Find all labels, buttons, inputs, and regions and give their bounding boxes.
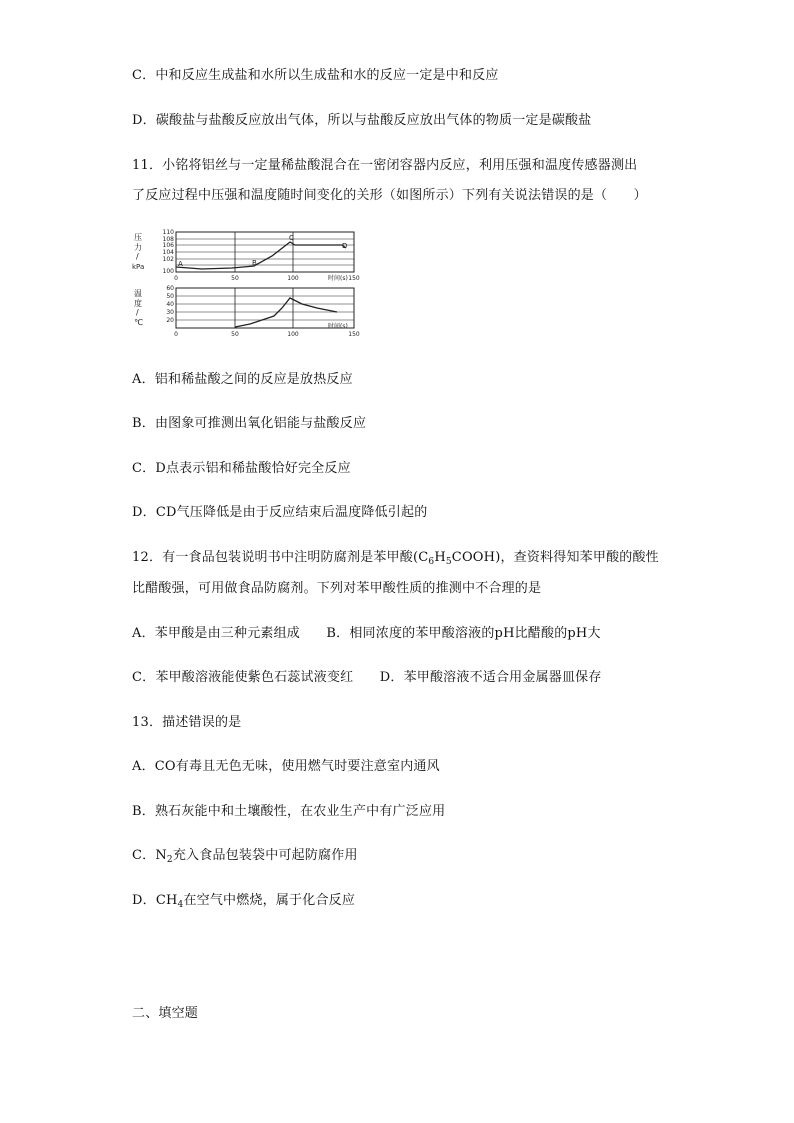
q10-option-d: D．碳酸盐与盐酸反应放出气体，所以与盐酸反应放出气体的物质一定是碳酸盐 <box>132 113 592 128</box>
svg-text:40: 40 <box>166 301 174 308</box>
svg-text:/: / <box>136 308 139 317</box>
q13-stem: 13．描述错误的是 <box>132 715 242 730</box>
svg-text:/: / <box>136 252 139 261</box>
svg-text:0: 0 <box>174 275 178 282</box>
svg-text:100: 100 <box>287 275 299 282</box>
pressure-xaxis-label: 时间(s) <box>328 275 348 282</box>
svg-text:度: 度 <box>134 299 142 308</box>
svg-text:0: 0 <box>174 331 178 338</box>
svg-text:℃: ℃ <box>134 318 143 327</box>
svg-text:C: C <box>289 234 294 242</box>
q11-option-c: C．D点表示铝和稀盐酸恰好完全反应 <box>132 461 351 476</box>
svg-text:B: B <box>252 259 257 267</box>
svg-text:60: 60 <box>166 285 174 292</box>
temperature-chart <box>176 288 354 328</box>
q13-option-c: C．$N_2$充入食品包装袋中可起防腐作用 <box>132 848 358 865</box>
q13-option-d: D．$CH_4$在空气中燃烧，属于化合反应 <box>132 893 356 910</box>
svg-text:压: 压 <box>134 233 142 242</box>
svg-text:20: 20 <box>166 317 174 324</box>
q11-option-b: B．由图象可推测出氧化铝能与盐酸反应 <box>132 416 367 431</box>
pressure-temperature-figure <box>132 228 362 346</box>
svg-text:108: 108 <box>162 236 174 243</box>
pressure-ylabel <box>132 233 144 271</box>
q12-options-ab: A．苯甲酸是由三种元素组成 B．相同浓度的苯甲酸溶液的pH比醋酸的pH大 <box>132 626 601 641</box>
temperature-ylabel <box>134 289 143 327</box>
temperature-xticks <box>174 331 360 338</box>
svg-text:100: 100 <box>287 331 299 338</box>
q12-stem-line1: 12．有一食品包装说明书中注明防腐剂是苯甲酸$(C_6H_5COOH)$，查资料得知苯甲酸的酸性 <box>132 550 659 567</box>
q13-option-a: A．CO有毒且无色无味，使用燃气时要注意室内通风 <box>132 759 440 774</box>
svg-text:110: 110 <box>162 229 174 236</box>
q11-stem-line1: 11．小铭将铝丝与一定量稀盐酸混合在一密闭容器内反应，利用压强和温度传感器测出 <box>132 158 638 173</box>
q12-options-cd: C．苯甲酸溶液能使紫色石蕊试液变红 D．苯甲酸溶液不适合用金属器皿保存 <box>132 670 602 685</box>
svg-text:150: 150 <box>348 331 360 338</box>
svg-text:50: 50 <box>231 275 239 282</box>
svg-text:104: 104 <box>162 249 174 256</box>
svg-text:D: D <box>342 242 348 250</box>
pressure-chart <box>176 232 354 272</box>
q12-stem-line2: 比醋酸强，可用做食品防腐剂。下列对苯甲酸性质的推测中不合理的是 <box>132 581 542 596</box>
q11-option-d: D．CD气压降低是由于反应结束后温度降低引起的 <box>132 505 428 520</box>
svg-text:50: 50 <box>231 331 239 338</box>
svg-text:kPa: kPa <box>132 263 145 271</box>
temperature-yticks <box>166 285 174 324</box>
svg-text:102: 102 <box>162 256 174 263</box>
svg-text:50: 50 <box>166 293 174 300</box>
svg-text:30: 30 <box>166 309 174 316</box>
q11-option-a: A．铝和稀盐酸之间的反应是放热反应 <box>132 372 353 387</box>
q11-stem-line2: 了反应过程中压强和温度随时间变化的关形（如图所示）下列有关说法错误的是（ ） <box>132 188 647 203</box>
q10-option-c: C．中和反应生成盐和水所以生成盐和水的反应一定是中和反应 <box>132 68 499 83</box>
svg-text:100: 100 <box>162 268 174 275</box>
pressure-yticks <box>163 229 175 275</box>
svg-text:106: 106 <box>162 242 174 249</box>
temperature-curve <box>235 298 337 327</box>
svg-text:力: 力 <box>134 243 142 252</box>
q13-option-b: B．熟石灰能中和土壤酸性，在农业生产中有广泛应用 <box>132 804 446 819</box>
svg-text:温: 温 <box>134 289 142 298</box>
svg-text:A: A <box>178 260 183 268</box>
temperature-xaxis-label: 时间(s) <box>328 323 348 330</box>
section-heading: 二、填空题 <box>132 1006 199 1021</box>
svg-text:150: 150 <box>348 275 360 282</box>
